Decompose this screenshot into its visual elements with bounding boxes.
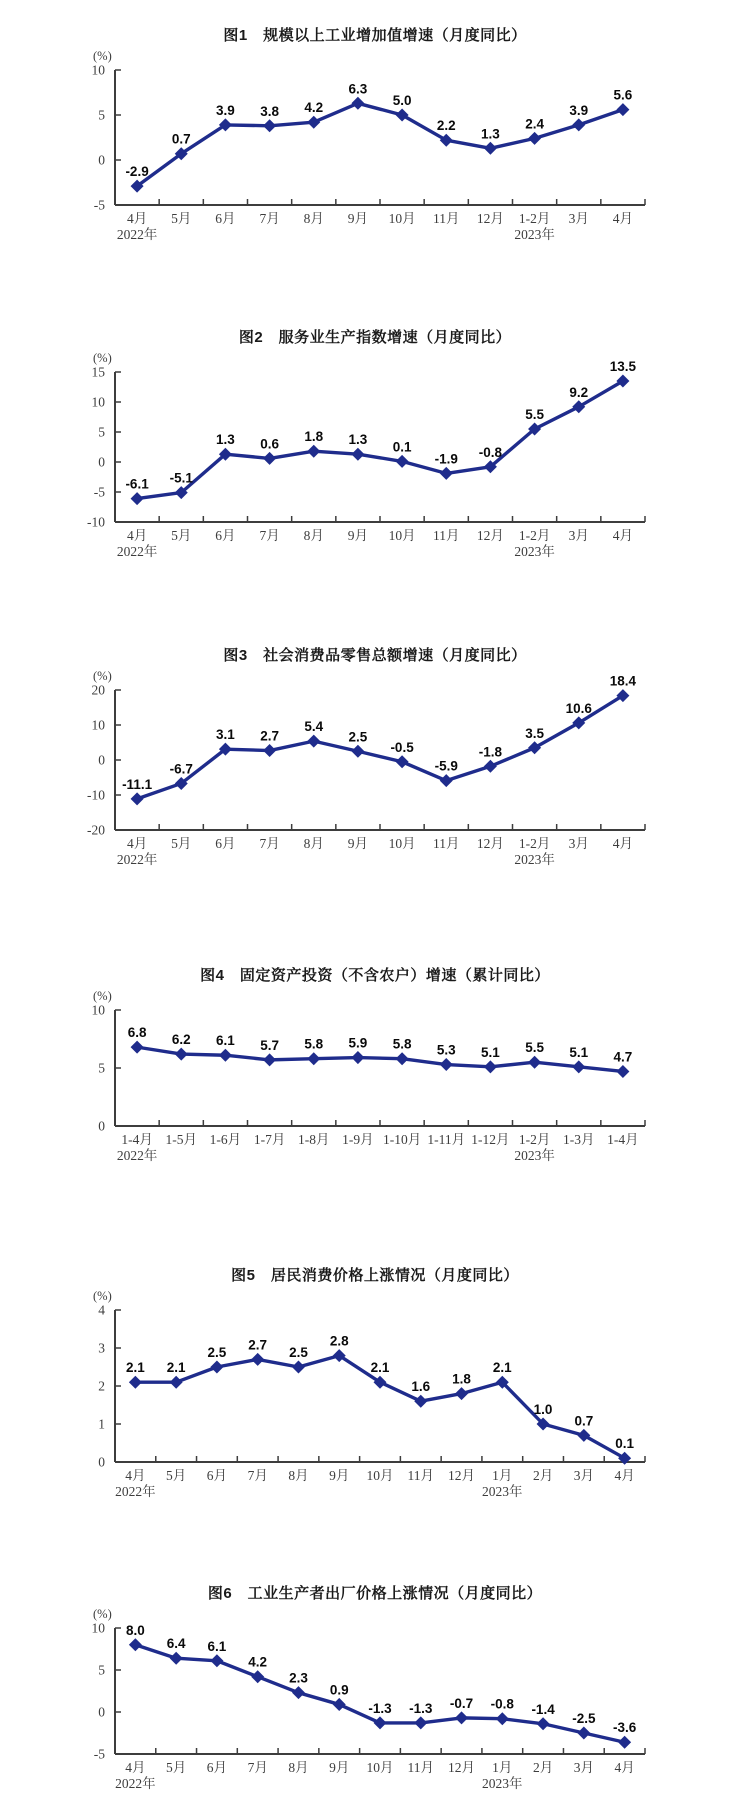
svg-text:2.7: 2.7 bbox=[248, 1337, 268, 1353]
svg-text:2023年: 2023年 bbox=[514, 1148, 555, 1163]
svg-text:7月: 7月 bbox=[247, 1760, 268, 1775]
chart-3 bbox=[45, 646, 735, 874]
svg-text:10: 10 bbox=[91, 1002, 105, 1018]
svg-text:-10: -10 bbox=[87, 787, 105, 803]
svg-text:1-4月: 1-4月 bbox=[607, 1132, 639, 1147]
svg-text:7月: 7月 bbox=[259, 211, 280, 226]
chart-4 bbox=[45, 966, 735, 1170]
svg-text:5.1: 5.1 bbox=[481, 1044, 500, 1060]
chart-title: 图1 规模以上工业增加值增速（月度同比） bbox=[223, 27, 527, 44]
svg-text:0.6: 0.6 bbox=[260, 436, 279, 452]
svg-text:2022年: 2022年 bbox=[116, 852, 158, 867]
svg-text:18.4: 18.4 bbox=[609, 673, 637, 689]
svg-text:1-3月: 1-3月 bbox=[563, 1132, 595, 1147]
svg-text:1.0: 1.0 bbox=[533, 1402, 553, 1417]
svg-text:1.8: 1.8 bbox=[452, 1371, 471, 1387]
svg-text:6月: 6月 bbox=[215, 528, 236, 543]
svg-text:10: 10 bbox=[91, 1620, 105, 1636]
svg-text:(%): (%) bbox=[93, 1607, 112, 1621]
svg-text:10.6: 10.6 bbox=[565, 700, 592, 716]
svg-text:(%): (%) bbox=[93, 989, 112, 1003]
svg-text:12月: 12月 bbox=[448, 1760, 476, 1775]
svg-text:-2.5: -2.5 bbox=[572, 1711, 596, 1726]
svg-text:-1.3: -1.3 bbox=[409, 1700, 433, 1716]
svg-text:3.5: 3.5 bbox=[525, 725, 544, 741]
svg-text:10: 10 bbox=[91, 62, 105, 78]
svg-text:1-5月: 1-5月 bbox=[165, 1132, 197, 1147]
svg-text:2.1: 2.1 bbox=[125, 1360, 145, 1376]
svg-text:5.8: 5.8 bbox=[392, 1036, 412, 1052]
svg-text:4月: 4月 bbox=[126, 528, 148, 543]
svg-text:12月: 12月 bbox=[476, 836, 504, 851]
svg-text:-0.5: -0.5 bbox=[390, 739, 414, 755]
svg-text:2.7: 2.7 bbox=[260, 728, 279, 744]
svg-text:1.8: 1.8 bbox=[304, 429, 324, 445]
svg-text:5.3: 5.3 bbox=[436, 1042, 456, 1058]
svg-text:4月: 4月 bbox=[126, 211, 148, 226]
svg-text:3.8: 3.8 bbox=[260, 103, 279, 119]
svg-text:7月: 7月 bbox=[247, 1468, 268, 1483]
svg-text:11月: 11月 bbox=[407, 1468, 435, 1483]
svg-text:2023年: 2023年 bbox=[514, 852, 555, 867]
svg-text:2022年: 2022年 bbox=[116, 227, 158, 242]
svg-text:2023年: 2023年 bbox=[514, 544, 555, 559]
svg-text:-6.7: -6.7 bbox=[169, 761, 193, 777]
svg-text:-11.1: -11.1 bbox=[122, 776, 153, 792]
svg-text:5: 5 bbox=[98, 107, 105, 123]
svg-text:-3.6: -3.6 bbox=[612, 1720, 637, 1736]
svg-text:15: 15 bbox=[91, 364, 105, 380]
svg-text:10月: 10月 bbox=[388, 528, 416, 543]
svg-text:4月: 4月 bbox=[614, 1468, 635, 1483]
chart-canvas bbox=[45, 986, 705, 1170]
svg-text:-0.7: -0.7 bbox=[449, 1695, 474, 1711]
svg-text:-5: -5 bbox=[93, 484, 105, 500]
svg-text:1-2月: 1-2月 bbox=[518, 836, 551, 851]
svg-text:-6.1: -6.1 bbox=[125, 476, 149, 492]
svg-text:0: 0 bbox=[98, 454, 105, 470]
svg-text:0: 0 bbox=[98, 1118, 105, 1134]
svg-text:10月: 10月 bbox=[366, 1468, 394, 1483]
svg-text:1-4月: 1-4月 bbox=[121, 1132, 153, 1147]
svg-text:20: 20 bbox=[91, 682, 105, 698]
svg-text:6.4: 6.4 bbox=[166, 1636, 186, 1652]
svg-text:-5.9: -5.9 bbox=[434, 758, 458, 774]
svg-text:-5: -5 bbox=[93, 1746, 105, 1762]
svg-text:5: 5 bbox=[98, 1662, 105, 1678]
svg-text:2.5: 2.5 bbox=[348, 729, 368, 745]
svg-text:-1.4: -1.4 bbox=[531, 1701, 555, 1717]
svg-text:-1.9: -1.9 bbox=[434, 451, 458, 467]
svg-text:10月: 10月 bbox=[388, 211, 416, 226]
svg-text:0.1: 0.1 bbox=[392, 439, 412, 455]
svg-text:5.8: 5.8 bbox=[304, 1036, 324, 1052]
svg-text:9月: 9月 bbox=[329, 1468, 350, 1483]
svg-text:11月: 11月 bbox=[433, 211, 460, 226]
chart-canvas bbox=[45, 1286, 705, 1506]
svg-text:4月: 4月 bbox=[614, 1760, 635, 1775]
svg-text:-5: -5 bbox=[93, 197, 105, 213]
svg-text:1-8月: 1-8月 bbox=[298, 1132, 330, 1147]
svg-text:7月: 7月 bbox=[259, 528, 280, 543]
svg-text:2.1: 2.1 bbox=[492, 1360, 512, 1376]
chart-2 bbox=[45, 328, 735, 566]
svg-text:10月: 10月 bbox=[366, 1760, 394, 1775]
svg-text:5月: 5月 bbox=[166, 1760, 187, 1775]
svg-text:11月: 11月 bbox=[433, 528, 460, 543]
svg-text:2.2: 2.2 bbox=[436, 118, 456, 134]
svg-text:2022年: 2022年 bbox=[116, 544, 158, 559]
svg-text:4.7: 4.7 bbox=[613, 1049, 633, 1065]
svg-text:6.3: 6.3 bbox=[348, 81, 368, 97]
svg-text:1月: 1月 bbox=[492, 1760, 513, 1775]
svg-text:6月: 6月 bbox=[215, 836, 236, 851]
svg-text:0: 0 bbox=[98, 752, 105, 768]
svg-text:2023年: 2023年 bbox=[514, 227, 555, 242]
svg-text:10月: 10月 bbox=[388, 836, 416, 851]
svg-text:8月: 8月 bbox=[288, 1760, 309, 1775]
chart-title: 图4 固定资产投资（不含农户）增速（累计同比） bbox=[200, 967, 550, 984]
svg-text:1-2月: 1-2月 bbox=[518, 1132, 551, 1147]
svg-text:3月: 3月 bbox=[573, 1760, 594, 1775]
svg-text:11月: 11月 bbox=[433, 836, 460, 851]
svg-text:0.1: 0.1 bbox=[615, 1436, 635, 1452]
svg-text:6月: 6月 bbox=[215, 211, 236, 226]
chart-title: 图5 居民消费价格上涨情况（月度同比） bbox=[231, 1267, 519, 1284]
svg-text:1-6月: 1-6月 bbox=[209, 1132, 242, 1147]
svg-text:3.1: 3.1 bbox=[216, 727, 235, 743]
svg-text:5.6: 5.6 bbox=[613, 87, 633, 103]
svg-text:2.1: 2.1 bbox=[370, 1360, 390, 1376]
svg-text:3月: 3月 bbox=[568, 836, 589, 851]
svg-text:0: 0 bbox=[98, 1454, 105, 1470]
svg-text:5.1: 5.1 bbox=[569, 1044, 589, 1060]
svg-text:5: 5 bbox=[98, 424, 105, 440]
svg-text:6月: 6月 bbox=[206, 1760, 228, 1775]
svg-text:13.5: 13.5 bbox=[609, 359, 637, 374]
svg-text:5月: 5月 bbox=[171, 836, 192, 851]
svg-text:8.0: 8.0 bbox=[125, 1622, 145, 1638]
svg-text:12月: 12月 bbox=[476, 528, 504, 543]
svg-text:-10: -10 bbox=[87, 514, 105, 530]
svg-text:0.7: 0.7 bbox=[574, 1413, 594, 1429]
svg-text:2022年: 2022年 bbox=[116, 1148, 158, 1163]
svg-text:3月: 3月 bbox=[573, 1468, 594, 1483]
svg-text:2022年: 2022年 bbox=[115, 1776, 156, 1791]
svg-text:(%): (%) bbox=[93, 1289, 112, 1303]
svg-text:1: 1 bbox=[98, 1416, 105, 1432]
svg-text:5.9: 5.9 bbox=[348, 1035, 368, 1051]
chart-5 bbox=[45, 1266, 735, 1506]
svg-text:1月: 1月 bbox=[492, 1468, 513, 1483]
svg-text:1-10月: 1-10月 bbox=[382, 1132, 422, 1147]
svg-text:11月: 11月 bbox=[407, 1760, 435, 1775]
svg-text:2.5: 2.5 bbox=[289, 1345, 308, 1360]
svg-text:(%): (%) bbox=[93, 351, 112, 365]
svg-text:12月: 12月 bbox=[476, 211, 504, 226]
svg-text:1-7月: 1-7月 bbox=[253, 1132, 286, 1147]
svg-text:3.9: 3.9 bbox=[216, 102, 235, 118]
svg-text:2.5: 2.5 bbox=[207, 1345, 227, 1360]
svg-text:5.4: 5.4 bbox=[304, 719, 324, 735]
svg-text:10: 10 bbox=[91, 717, 105, 733]
svg-text:1.6: 1.6 bbox=[411, 1379, 431, 1395]
svg-text:2023年: 2023年 bbox=[482, 1776, 523, 1791]
svg-text:-5.1: -5.1 bbox=[169, 470, 193, 486]
svg-text:4月: 4月 bbox=[125, 1468, 146, 1483]
svg-text:-1.8: -1.8 bbox=[478, 744, 503, 760]
svg-text:1.3: 1.3 bbox=[481, 126, 500, 142]
svg-text:5: 5 bbox=[98, 1060, 105, 1076]
svg-text:5.7: 5.7 bbox=[260, 1037, 279, 1053]
chart-canvas bbox=[45, 666, 705, 874]
svg-text:6.2: 6.2 bbox=[171, 1032, 191, 1048]
svg-text:9.2: 9.2 bbox=[569, 384, 589, 400]
svg-text:4月: 4月 bbox=[126, 836, 148, 851]
svg-text:8月: 8月 bbox=[303, 528, 324, 543]
chart-canvas bbox=[45, 348, 705, 566]
svg-text:2.8: 2.8 bbox=[329, 1333, 349, 1349]
svg-text:9月: 9月 bbox=[329, 1760, 350, 1775]
svg-text:4月: 4月 bbox=[125, 1760, 146, 1775]
svg-text:1-2月: 1-2月 bbox=[518, 211, 551, 226]
svg-text:8月: 8月 bbox=[288, 1468, 309, 1483]
svg-text:-20: -20 bbox=[87, 822, 105, 838]
svg-text:6.1: 6.1 bbox=[216, 1033, 235, 1049]
svg-text:0: 0 bbox=[98, 152, 105, 168]
svg-text:3月: 3月 bbox=[568, 528, 589, 543]
svg-text:8月: 8月 bbox=[303, 211, 324, 226]
svg-text:-1.3: -1.3 bbox=[368, 1700, 392, 1716]
svg-text:3.9: 3.9 bbox=[569, 102, 589, 118]
svg-text:9月: 9月 bbox=[347, 528, 369, 543]
svg-text:0.7: 0.7 bbox=[171, 131, 191, 147]
svg-text:2023年: 2023年 bbox=[482, 1484, 523, 1499]
svg-text:4月: 4月 bbox=[612, 211, 634, 226]
svg-text:8月: 8月 bbox=[303, 836, 324, 851]
svg-text:2: 2 bbox=[98, 1378, 105, 1394]
svg-text:1-2月: 1-2月 bbox=[518, 528, 551, 543]
svg-text:6月: 6月 bbox=[206, 1468, 228, 1483]
chart-title: 图2 服务业生产指数增速（月度同比） bbox=[238, 329, 512, 346]
svg-text:2月: 2月 bbox=[532, 1468, 554, 1483]
svg-text:0.9: 0.9 bbox=[329, 1682, 349, 1698]
svg-text:4: 4 bbox=[98, 1302, 105, 1318]
chart-title: 图3 社会消费品零售总额增速（月度同比） bbox=[223, 647, 527, 664]
svg-text:5月: 5月 bbox=[166, 1468, 187, 1483]
svg-text:(%): (%) bbox=[93, 49, 112, 63]
chart-canvas bbox=[45, 1604, 705, 1798]
svg-text:1-9月: 1-9月 bbox=[342, 1132, 374, 1147]
chart-1 bbox=[45, 26, 735, 249]
svg-text:3: 3 bbox=[98, 1340, 105, 1356]
svg-text:7月: 7月 bbox=[259, 836, 280, 851]
svg-text:2022年: 2022年 bbox=[115, 1484, 156, 1499]
svg-text:1-11月: 1-11月 bbox=[427, 1132, 466, 1147]
svg-text:6.1: 6.1 bbox=[207, 1638, 227, 1654]
svg-text:5.5: 5.5 bbox=[525, 1040, 544, 1056]
svg-text:2.4: 2.4 bbox=[525, 116, 544, 132]
svg-text:-0.8: -0.8 bbox=[490, 1696, 514, 1712]
svg-text:3月: 3月 bbox=[568, 211, 589, 226]
svg-text:0: 0 bbox=[98, 1704, 105, 1720]
svg-text:5.0: 5.0 bbox=[392, 93, 412, 108]
svg-text:6.8: 6.8 bbox=[127, 1025, 147, 1041]
svg-text:5月: 5月 bbox=[171, 528, 192, 543]
svg-text:1-12月: 1-12月 bbox=[471, 1132, 510, 1147]
svg-text:(%): (%) bbox=[93, 669, 112, 683]
svg-text:2.1: 2.1 bbox=[166, 1360, 186, 1376]
svg-text:-0.8: -0.8 bbox=[478, 444, 503, 460]
svg-text:5.5: 5.5 bbox=[525, 407, 544, 422]
svg-text:4月: 4月 bbox=[612, 836, 634, 851]
svg-text:-2.9: -2.9 bbox=[125, 164, 149, 180]
svg-text:9月: 9月 bbox=[347, 836, 369, 851]
svg-text:4.2: 4.2 bbox=[248, 1654, 268, 1670]
svg-text:12月: 12月 bbox=[448, 1468, 476, 1483]
svg-text:4.2: 4.2 bbox=[304, 100, 324, 116]
chart-6 bbox=[45, 1584, 735, 1798]
svg-text:2月: 2月 bbox=[532, 1760, 554, 1775]
svg-text:5月: 5月 bbox=[171, 211, 192, 226]
chart-canvas bbox=[45, 46, 705, 249]
svg-text:10: 10 bbox=[91, 394, 105, 410]
chart-title: 图6 工业生产者出厂价格上涨情况（月度同比） bbox=[207, 1585, 543, 1602]
svg-text:1.3: 1.3 bbox=[348, 432, 368, 448]
svg-text:1.3: 1.3 bbox=[216, 432, 235, 448]
svg-text:4月: 4月 bbox=[612, 528, 634, 543]
svg-text:9月: 9月 bbox=[347, 211, 369, 226]
svg-text:2.3: 2.3 bbox=[289, 1670, 308, 1686]
